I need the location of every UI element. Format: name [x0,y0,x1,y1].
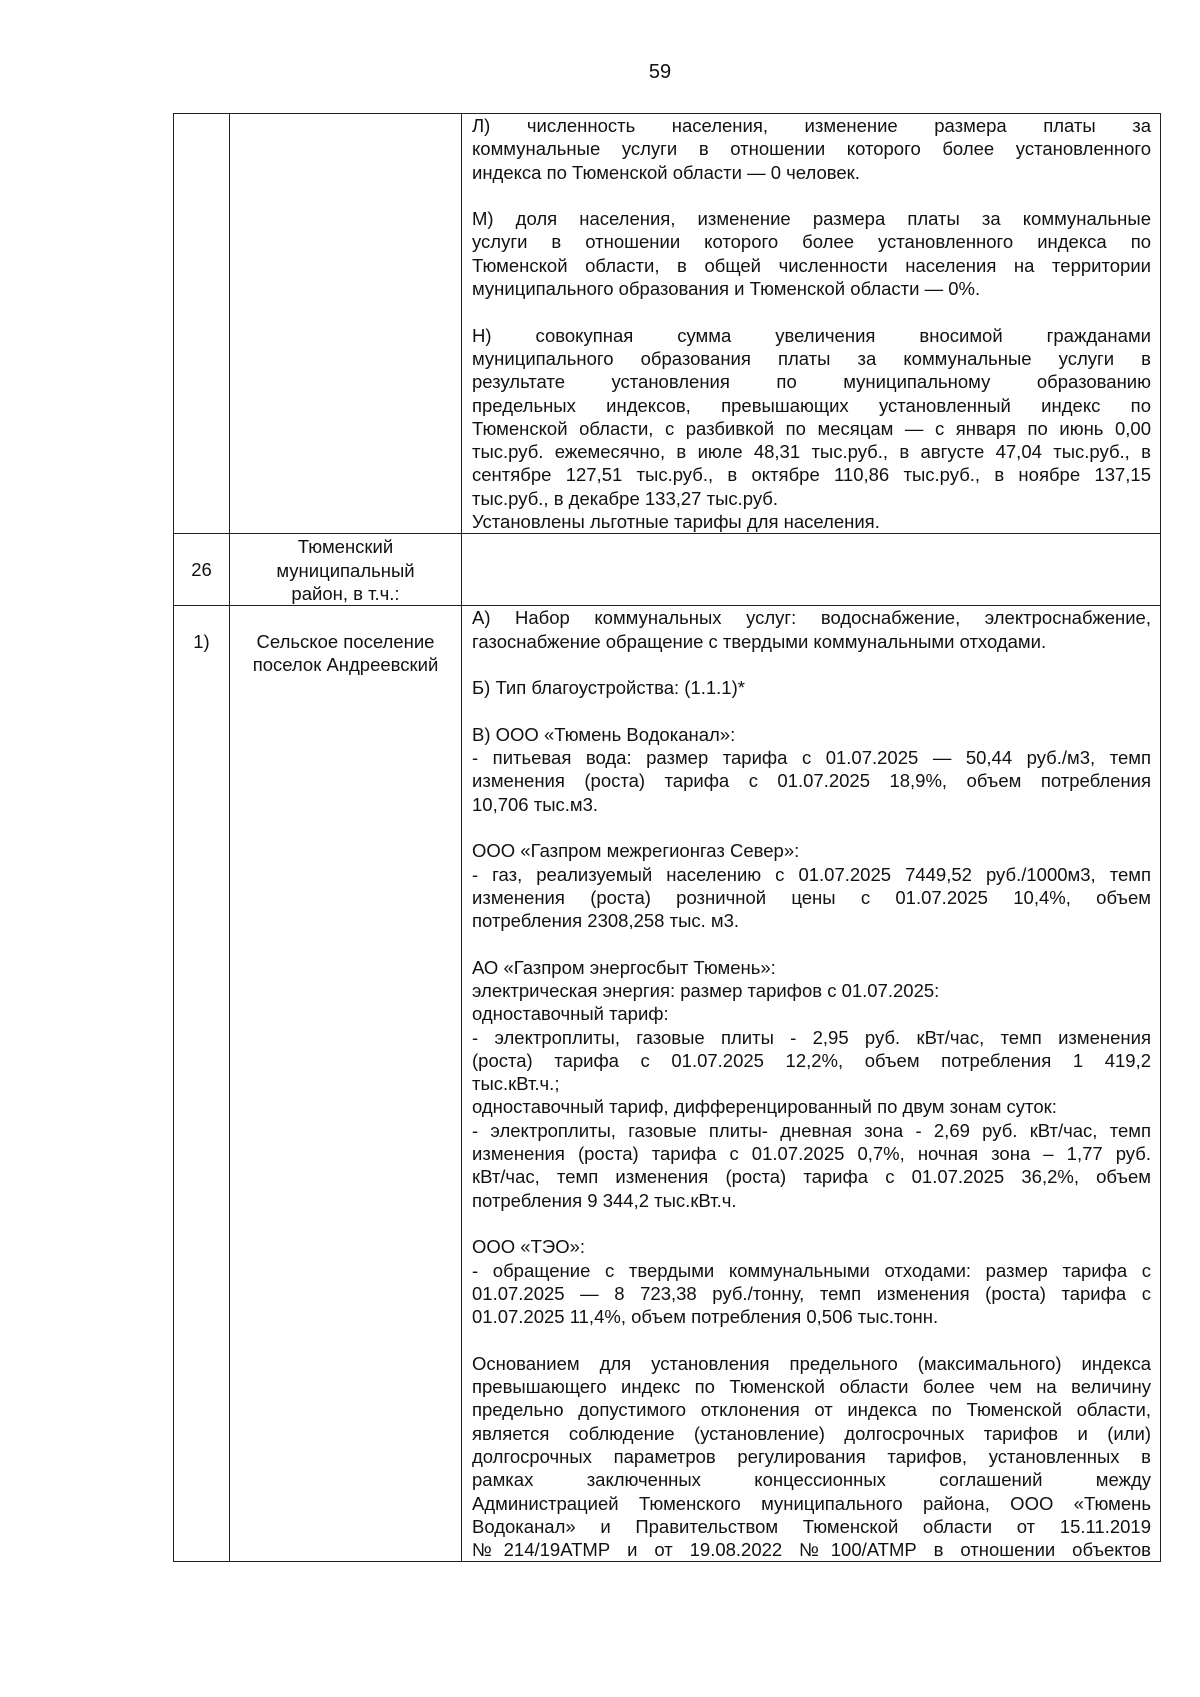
content-cell [462,606,1161,1562]
text-line: кВт/час, темп изменения (роста) тарифа с 01.07.2025 36,2%, объем [472,1166,1151,1188]
text-line: ООО «ТЭО»: [472,1236,586,1258]
text-line: В) ООО «Тюмень Водоканал»: [472,723,736,745]
municipality-name-line: муниципальный [276,559,415,581]
text-line: результате установления по муниципальному образованию [472,371,1151,393]
text-line: потребления 9 344,2 тыс.кВт.ч. [472,1189,737,1211]
text-line: потребления 2308,258 тыс. м3. [472,910,740,932]
row-number: 26 [191,559,212,581]
text-line: коммунальные услуги в отношении которого более установленного [472,138,1151,160]
text-line: ООО «Газпром межрегионгаз Север»: [472,840,800,862]
text-line: одноставочный тариф: [472,1003,669,1025]
text-line: 01.07.2025 11,4%, объем потребления 0,506 тыс.тонн. [472,1306,939,1328]
text-line: Н) совокупная сумма увеличения вносимой гражданами [472,324,1151,346]
content-paragraph [472,324,1151,534]
table-row [174,114,1161,534]
text-line: Л) численность населения, изменение размера платы за [472,115,1151,136]
municipality-name-line: район, в т.ч.: [291,582,400,604]
text-line: тыс.кВт.ч.; [472,1073,560,1095]
text-line: газоснабжение обращение с твердыми коммунальными отходами. [472,630,1047,652]
row-number: 1) [193,630,210,652]
text-line: муниципального образования платы за коммунальные услуги в [472,347,1151,369]
text-line: - обращение с твердыми коммунальными отходами: размер тарифа с [472,1259,1151,1281]
municipality-name-line: Тюменский [297,536,394,558]
text-line: долгосрочных параметров регулирования тарифов, установленных в [472,1445,1151,1467]
text-line: электрическая энергия: размер тарифов с 01.07.2025: [472,979,940,1001]
row-number-cell [174,114,230,534]
document-table [173,113,1161,1562]
row-number-cell [174,534,230,606]
municipality-name-cell [230,534,462,606]
text-line: является соблюдение (установление) долгосрочных тарифов и (или) [472,1422,1151,1444]
text-line: изменения (роста) тарифа с 01.07.2025 18,9%, объем потребления [472,770,1151,792]
text-line: - питьевая вода: размер тарифа с 01.07.2025 — 50,44 руб./м3, темп [472,747,1151,769]
text-line: - газ, реализуемый населению с 01.07.2025 7449,52 руб./1000м3, темп [472,863,1151,885]
text-line: - электроплиты, газовые плиты - 2,95 руб. кВт/час, темп изменения [472,1026,1151,1048]
content-paragraph [472,676,1151,699]
text-line: Б) Тип благоустройства: (1.1.1)* [472,677,745,699]
text-line: Тюменской области, с разбивкой по месяцам — с января по июнь 0,00 [472,417,1151,439]
text-line: Основанием для установления предельного (максимального) индекса [472,1352,1151,1374]
text-line: индекса по Тюменской области — 0 человек. [472,161,860,183]
table-row [174,534,1161,606]
text-line: муниципального образования и Тюменской области — 0%. [472,278,981,300]
text-line: превышающего индекс по Тюменской области более чем на величину [472,1376,1151,1398]
text-line: Установлены льготные тарифы для населения. [472,511,880,533]
content-cell [462,534,1161,606]
text-line: 10,706 тыс.м3. [472,793,599,815]
row-number-cell [174,606,230,1562]
text-line: тыс.руб. ежемесячно, в июле 48,31 тыс.руб., в августе 47,04 тыс.руб., в [472,441,1151,463]
text-line: предельных индексов, превышающих установленный индекс по [472,394,1151,416]
text-line: Тюменской области, в общей численности населения на территории [472,254,1151,276]
text-line: АО «Газпром энергосбыт Тюмень»: [472,956,776,978]
text-line: рамках заключенных концессионных соглашений между [472,1469,1151,1491]
content-cell [462,114,1161,534]
text-line: изменения (роста) тарифа с 01.07.2025 0,7%, ночная зона – 1,77 руб. [472,1143,1151,1165]
municipality-name-cell [230,114,462,534]
text-line: услуги в отношении которого более установленного индекса по [472,231,1151,253]
content-paragraph [472,723,1151,816]
text-line: А) Набор коммунальных услуг: водоснабжение, электроснабжение, [472,607,1151,629]
page-number: 59 [648,61,672,83]
content-paragraph [472,839,1151,932]
content-paragraph [472,1352,1151,1562]
table-row [174,606,1161,1562]
text-line: сентябре 127,51 тыс.руб., в октябре 110,86 тыс.руб., в ноябре 137,15 [472,464,1151,486]
municipality-name-cell [230,606,462,1562]
content-paragraph [472,956,1151,1212]
text-line: Водоканал» и Правительством Тюменской области от 15.11.2019 [472,1515,1151,1537]
content-paragraph [472,114,1151,184]
text-line: Администрацией Тюменского муниципального района, ООО «Тюмень [472,1492,1151,1514]
text-line: - электроплиты, газовые плиты- дневная зона - 2,69 руб. кВт/час, темп [472,1119,1151,1141]
content-paragraph [472,606,1151,653]
municipality-name-line: поселок Андреевский [252,653,439,675]
text-line: изменения (роста) розничной цены с 01.07.2025 10,4%, объем [472,886,1151,908]
text-line: одноставочный тариф, дифференцированный по двум зонам суток: [472,1096,1057,1118]
text-line: 01.07.2025 — 8 723,38 руб./тонну, темп изменения (роста) тарифа с [472,1282,1151,1304]
text-line: М) доля населения, изменение размера платы за коммунальные [472,208,1151,230]
text-line: предельно допустимого отклонения от индекса по Тюменской области, [472,1399,1151,1421]
text-line: (роста) тарифа с 01.07.2025 12,2%, объем потребления 1 419,2 [472,1049,1151,1071]
municipality-name-line: Сельское поселение [256,630,435,652]
content-paragraph [472,207,1151,300]
content-paragraph [472,1235,1151,1328]
text-line: тыс.руб., в декабре 133,27 тыс.руб. [472,487,779,509]
text-line: №214/19АТМР и от 19.08.2022 №100/АТМР в отношении объектов [472,1539,1151,1561]
